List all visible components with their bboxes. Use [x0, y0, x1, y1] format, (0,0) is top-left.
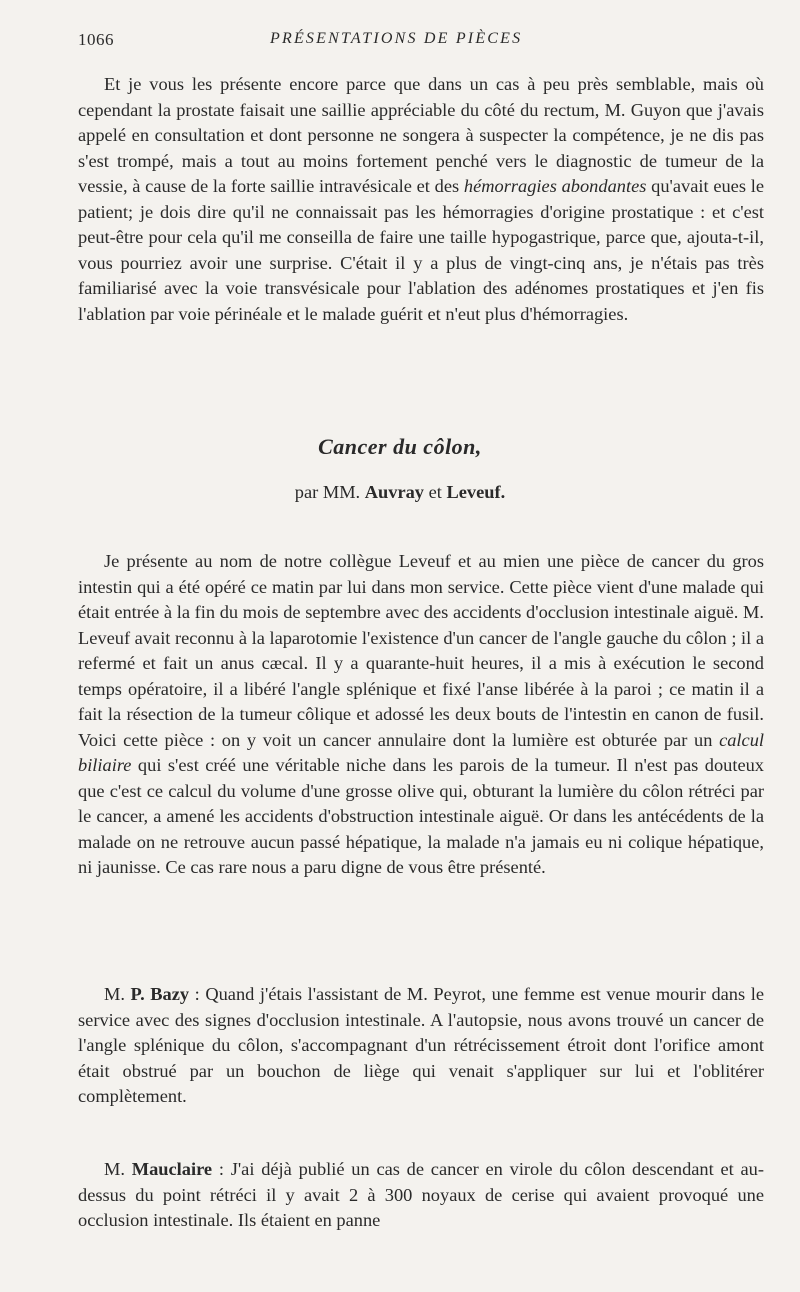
paragraph-bazy: M. P. Bazy : Quand j'étais l'assistant de M. Peyrot, une femme est venue mourir dans le service avec des signes d'occlusion intestinale. A l'autopsie, nous avons trouvé un cancer de l'angle splénique du côlon, s'accompagnant d'un rétrécissement étroit dont l'orifice amont était obstrué par un bouchon de liège qui venait s'appliquer sur lui et l'oblitérer complètement. [78, 984, 764, 1106]
paragraph-mauclaire: M. Mauclaire : J'ai déjà publié un cas de cancer en virole du côlon descendant et au-dessus du point rétréci il y avait 2 à 300 noyaux de cerise qui avaient provoqué une occlusion intestinale. Ils étaient en panne [78, 1159, 764, 1230]
emphasis-calcul-biliaire: calcul biliaire [78, 729, 764, 775]
running-head: PRÉSENTATIONS DE PIÈCES [270, 30, 523, 47]
page-number: 1066 [78, 30, 114, 49]
speaker-mauclaire: Mauclaire [131, 1159, 213, 1179]
emphasis-hemorragies: hémorragies abondantes [463, 176, 647, 196]
paragraph-prostate: Et je vous les présente encore parce que dans un cas à peu près semblable, mais où cependant la prostate faisait une saillie appréciable du côté du rectum, M. Guyon que j'avais appelé en consultation et dont personne ne songera à suspecter la compétence, je ne dis pas s'est trompé, mais a tout au moins fortement penché vers le diagnostic de tumeur de la vessie, à cause de la forte saillie intravésicale et des hémorragies abondantes qu'avait eues le patient; je dois dire qu'il ne connaissait pas les hémorragies d'origine prostatique : et c'est peut-être pour cela qu'il me conseilla de faire une taille hypogastrique, parce que, ajouta-t-il, vous pourriez avoir une surprise. C'était il y a plus de vingt-cinq ans, je n'étais pas très familiarisé avec la voie transvésicale pour l'ablation des adénomes prostatiques et j'en fis l'ablation par voie périnéale et le malade guérit et n'eut plus d'hémorragies. [78, 74, 765, 324]
section-title: Cancer du côlon, [318, 434, 482, 459]
author-auvray: Auvray [364, 482, 425, 502]
section-byline: par MM. Auvray et Leveuf. [294, 482, 506, 502]
paragraph-cancer-colon: Je présente au nom de notre collègue Leveuf et au mien une pièce de cancer du gros intestin qui a été opéré ce matin par lui dans mon service. Cette pièce vient d'une malade qui était entrée à la fin du mois de septembre avec des accidents d'occlusion intestinale aiguë. M. Leveuf avait reconnu à la laparotomie l'existence d'un cancer de l'angle gauche du côlon ; il a refermé et fait un anus cæcal. Il y a quarante-huit heures, il a mis à exécution le second temps opératoire, il a libéré l'angle splénique et fixé l'anse libérée à la paroi ; ce matin il a fait la résection de la tumeur côlique et adossé les deux bouts de l'intestin en canon de fusil. Voici cette pièce : on y voit un cancer annulaire dont la lumière est obturée par un calcul biliaire qui s'est créé une véritable niche dans les parois de la tumeur. Il n'est pas douteux que c'est ce calcul du volume d'une grosse olive qui, obturant la lumière du côlon rétréci par le cancer, a amené les accidents d'obstruction intestinale aiguë. Or dans les antécédents de la malade on ne retrouve aucun passé hépatique, la malade n'a jamais eu ni colique hépatique, ni jaunisse. Ce cas rare nous a paru digne de vous être présenté. [78, 551, 765, 877]
speaker-bazy: P. Bazy [130, 984, 190, 1004]
author-leveuf: Leveuf. [446, 482, 506, 502]
page-header [78, 30, 768, 52]
